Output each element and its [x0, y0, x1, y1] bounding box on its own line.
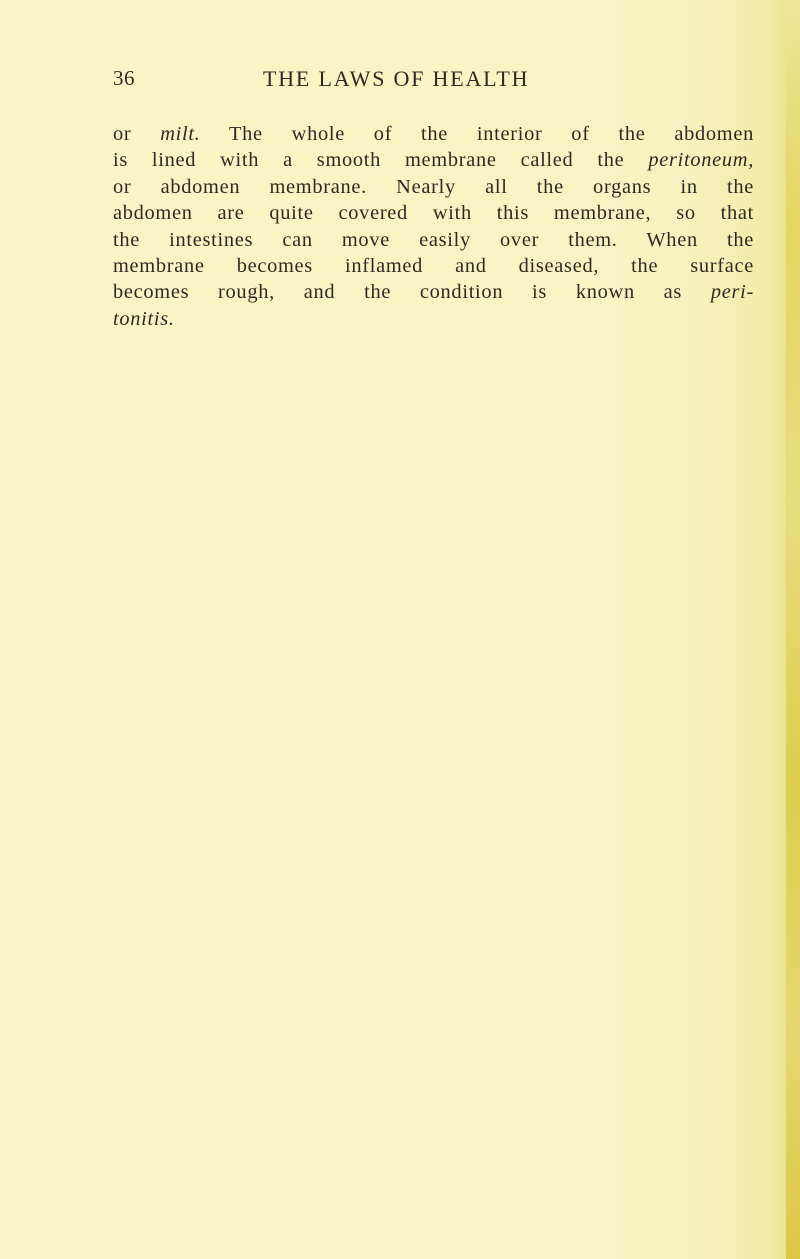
text-line: or abdomen membrane. Nearly all the organs in the — [113, 175, 754, 198]
text-line: becomes rough, and the condition is known as peri- — [113, 281, 754, 304]
text-line: abdomen are quite covered with this membrane, so that — [113, 202, 754, 225]
running-head: THE LAWS OF HEALTH — [263, 66, 530, 91]
text-line: or milt. The whole of the interior of the abdomen — [113, 123, 754, 145]
page-edge — [786, 0, 800, 1259]
text-line: membrane becomes inflamed and diseased, the surface — [113, 255, 754, 278]
text-line: tonitis. — [113, 307, 175, 330]
page-header — [113, 66, 753, 96]
text-line: is lined with a smooth membrane called the peritoneum, — [113, 149, 754, 172]
text-line: the intestines can move easily over them. When the — [113, 228, 754, 251]
page-number: 36 — [113, 66, 135, 90]
body-paragraph — [113, 121, 754, 332]
